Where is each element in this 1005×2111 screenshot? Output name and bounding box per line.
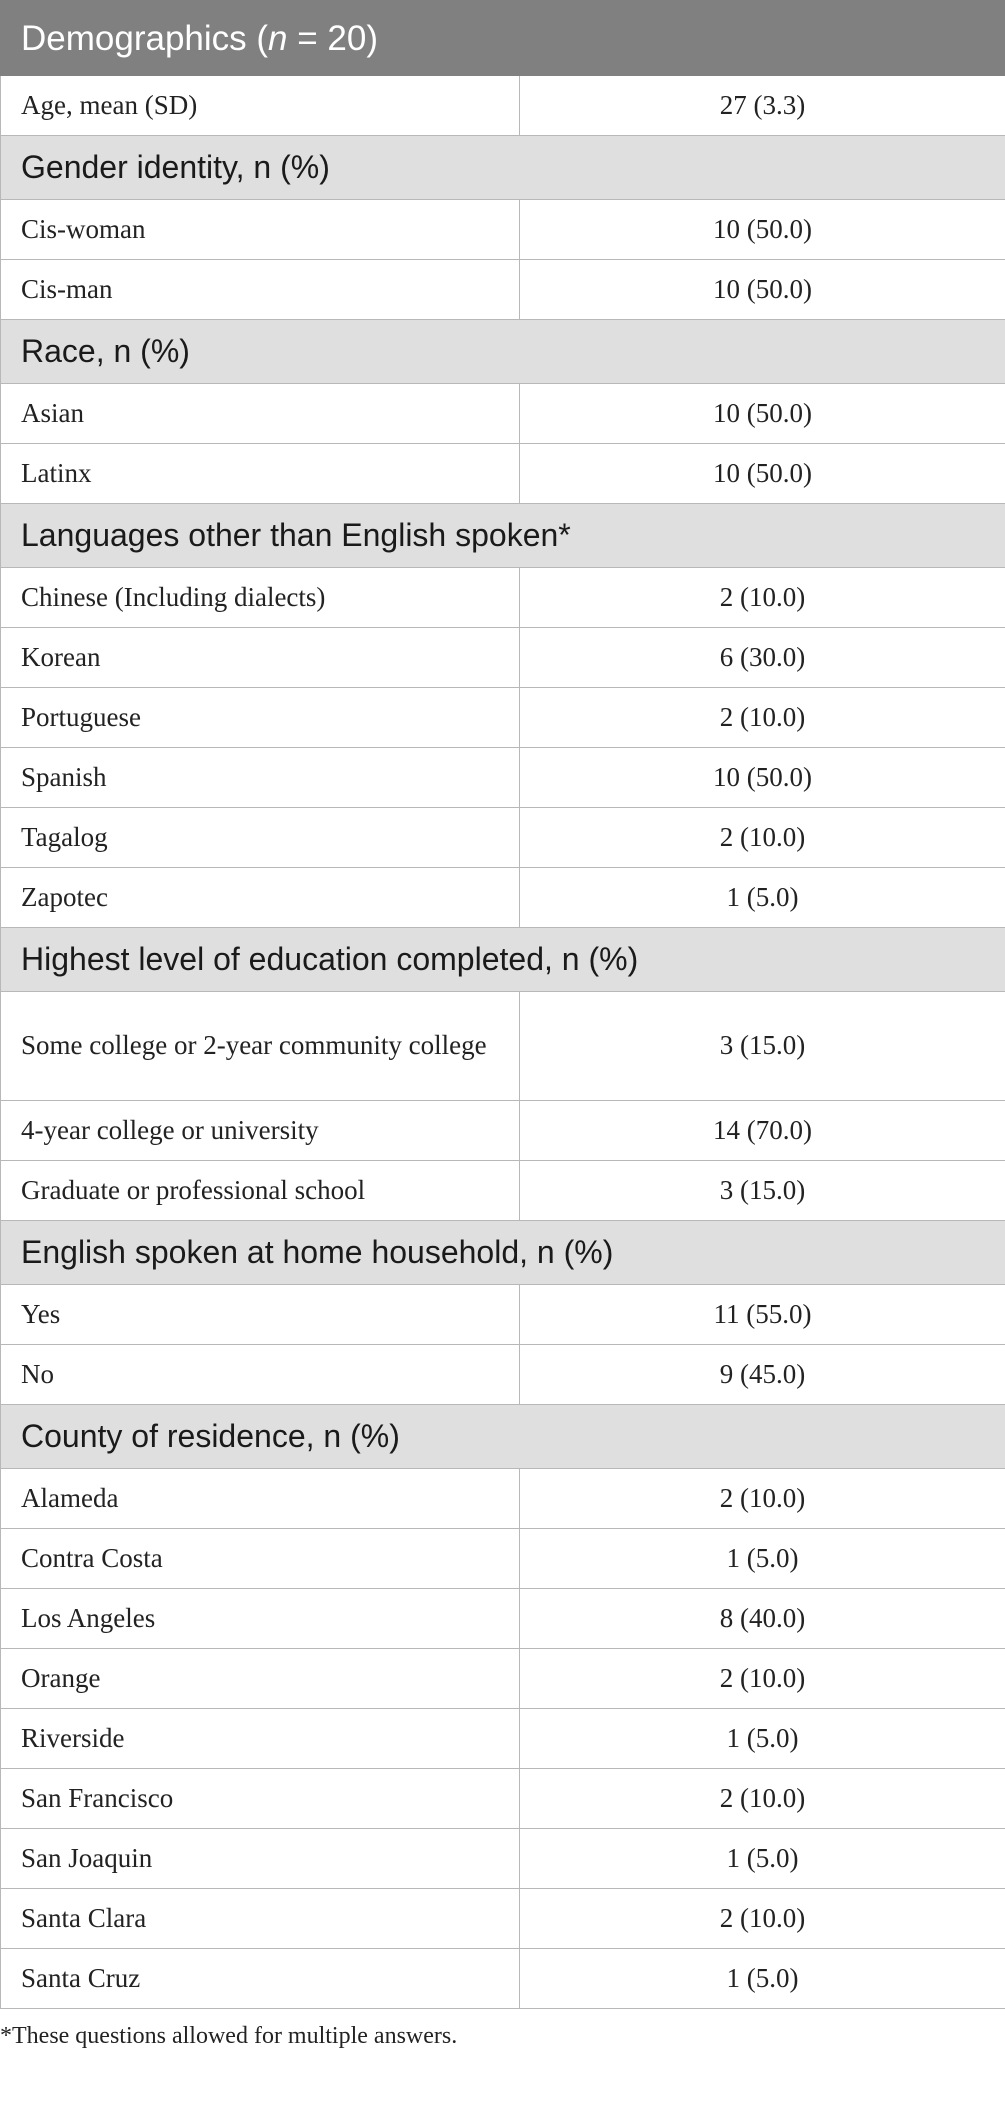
row-label: Santa Clara [1,1889,520,1949]
row-label: Spanish [1,748,520,808]
row-label: Yes [1,1285,520,1345]
table-row [1,1889,1005,1949]
table-row [1,384,1005,444]
table-row [1,1709,1005,1769]
table-row [1,76,1005,136]
row-value: 2 (10.0) [520,1889,1005,1949]
section-header-row [1,1221,1005,1285]
row-label: Santa Cruz [1,1949,520,2009]
row-label: Contra Costa [1,1529,520,1589]
row-value: 10 (50.0) [520,444,1005,504]
table-row [1,1769,1005,1829]
row-value: 10 (50.0) [520,200,1005,260]
table-row [1,868,1005,928]
section-header-row [1,928,1005,992]
section-header: Languages other than English spoken* [1,504,1005,568]
row-label: Graduate or professional school [1,1161,520,1221]
row-label: Chinese (Including dialects) [1,568,520,628]
row-label: Los Angeles [1,1589,520,1649]
row-value: 1 (5.0) [520,868,1005,928]
table-row [1,992,1005,1101]
row-value: 1 (5.0) [520,1949,1005,2009]
table-row [1,1101,1005,1161]
table-row [1,808,1005,868]
table-row [1,1649,1005,1709]
table-row [1,688,1005,748]
row-label: Cis-woman [1,200,520,260]
table-row [1,260,1005,320]
row-value: 2 (10.0) [520,568,1005,628]
row-value: 2 (10.0) [520,1469,1005,1529]
row-value: 1 (5.0) [520,1709,1005,1769]
table-row [1,568,1005,628]
row-label: Asian [1,384,520,444]
row-label: Some college or 2-year community college [1,992,520,1101]
row-value: 6 (30.0) [520,628,1005,688]
row-label: No [1,1345,520,1405]
row-value: 9 (45.0) [520,1345,1005,1405]
table-footnote: *These questions allowed for multiple answers. [0,2023,458,2049]
table-row [1,1529,1005,1589]
section-header: County of residence, n (%) [1,1405,1005,1469]
table-row [1,1949,1005,2009]
row-label: Zapotec [1,868,520,928]
table-row [1,1161,1005,1221]
table-row [1,1829,1005,1889]
table-title [1,1,1005,76]
section-header: Gender identity, n (%) [1,136,1005,200]
section-header-row [1,504,1005,568]
row-label: Orange [1,1649,520,1709]
table-row [1,1285,1005,1345]
section-header-row [1,320,1005,384]
section-header: Highest level of education completed, n (%) [1,928,1005,992]
section-header: English spoken at home household, n (%) [1,1221,1005,1285]
row-label: Latinx [1,444,520,504]
title-suffix: = 20) [287,18,378,58]
table-row [1,1589,1005,1649]
row-value: 27 (3.3) [520,76,1005,136]
row-label: San Joaquin [1,1829,520,1889]
table-row [1,200,1005,260]
row-label: Alameda [1,1469,520,1529]
row-value: 3 (15.0) [520,1161,1005,1221]
section-header: Race, n (%) [1,320,1005,384]
row-value: 2 (10.0) [520,1649,1005,1709]
section-header-row [1,136,1005,200]
row-value: 2 (10.0) [520,1769,1005,1829]
row-label: Riverside [1,1709,520,1769]
row-label: Age, mean (SD) [1,76,520,136]
row-value: 1 (5.0) [520,1529,1005,1589]
table-row [1,444,1005,504]
title-n: n [268,18,288,58]
row-value: 1 (5.0) [520,1829,1005,1889]
table-row [1,1469,1005,1529]
row-label: 4-year college or university [1,1101,520,1161]
row-value: 2 (10.0) [520,808,1005,868]
table-title-row [1,1,1005,76]
row-value: 3 (15.0) [520,992,1005,1101]
row-value: 14 (70.0) [520,1101,1005,1161]
table-row [1,748,1005,808]
row-label: Portuguese [1,688,520,748]
row-value: 11 (55.0) [520,1285,1005,1345]
row-value: 10 (50.0) [520,260,1005,320]
row-value: 10 (50.0) [520,384,1005,444]
table-row [1,628,1005,688]
row-label: Korean [1,628,520,688]
row-value: 2 (10.0) [520,688,1005,748]
row-value: 10 (50.0) [520,748,1005,808]
row-label: San Francisco [1,1769,520,1829]
row-label: Cis-man [1,260,520,320]
title-prefix: Demographics ( [21,18,269,58]
row-label: Tagalog [1,808,520,868]
table-row [1,1345,1005,1405]
section-header-row [1,1405,1005,1469]
row-value: 8 (40.0) [520,1589,1005,1649]
